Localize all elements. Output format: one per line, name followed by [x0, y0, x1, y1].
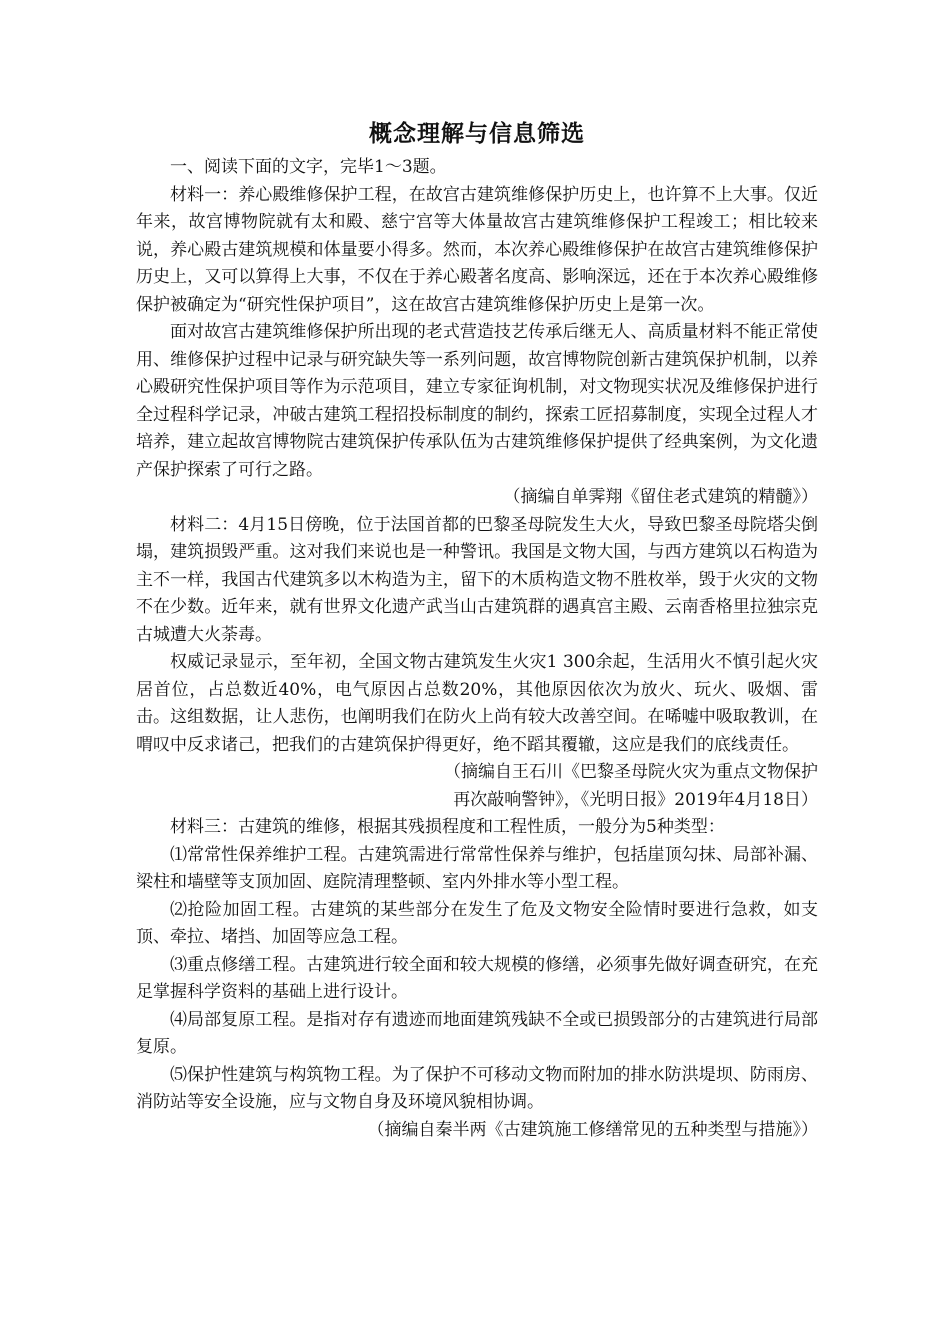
material2-source-line1: （摘编自王石川《巴黎圣母院火灾为重点文物保护: [444, 762, 818, 782]
page-title: 概念理解与信息筛选: [369, 121, 585, 147]
material2-paragraph-2: 权威记录显示，至年初，全国文物古建筑发生火灾1 300余起，生活用火不慎引起火灾居首位，占总数近40%，电气原因占总数20%，其他原因依次为放火、玩火、吸烟、雷击。这组数据，让人悲伤，也阐明我们在防火上尚有较大改善空间。在唏嘘中吸取教训，在喟叹中反求诸己，把我们的古建筑保护得更好，绝不蹈其覆辙，这应是我们的底线责任。: [136, 652, 818, 755]
material3-item-3: ⑶重点修缮工程。古建筑进行较全面和较大规模的修缮，必须事先做好调查研究，在充足掌握科学资料的基础上进行设计。: [136, 954, 818, 1002]
material1-source: （摘编自单霁翔《留住老式建筑的精髓》）: [503, 487, 818, 507]
material2-paragraph-1: 材料二：4月15日傍晚，位于法国首都的巴黎圣母院发生大火，导致巴黎圣母院塔尖倒塌，建筑损毁严重。这对我们来说也是一种警讯。我国是文物大国，与西方建筑以石构造为主不一样，我国古代建筑多以木构造为主，留下的木质构造文物不胜枚举，毁于火灾的文物不在少数。近年来，就有世界文化遗产武当山古建筑群的遇真宫主殿、云南香格里拉独宗克古城遭大火荼毒。: [136, 514, 818, 645]
material3-paragraph-1: 材料三：古建筑的维修，根据其残损程度和工程性质，一般分为5种类型：: [170, 817, 725, 837]
material1-paragraph-2: 面对故宫古建筑维修保护所出现的老式营造技艺传承后继无人、高质量材料不能正常使用、维修保护过程中记录与研究缺失等一系列问题，故宫博物院创新古建筑保护机制，以养心殿研究性保护项目等作为示范项目，建立专家征询机制，对文物现实状况及维修保护进行全过程科学记录，冲破古建筑工程招投标制度的制约，探索工匠招募制度，实现全过程人才培养，建立起故宫博物院古建筑保护传承队伍为古建筑维修保护提供了经典案例，为文化遗产保护探索了可行之路。: [136, 322, 818, 480]
material1-paragraph-1: 材料一：养心殿维修保护工程，在故宫古建筑维修保护历史上，也许算不上大事。仅近年来，故宫博物院就有太和殿、慈宁宫等大体量故宫古建筑维修保护工程竣工；相比较来说，养心殿古建筑规模和体量要小得多。然而，本次养心殿维修保护在故宫古建筑维修保护历史上，又可以算得上大事，不仅在于养心殿著名度高、影响深远，还在于本次养心殿维修保护被确定为“研究性保护项目”，这在故宫古建筑维修保护历史上是第一次。: [136, 184, 818, 315]
material3-item-5: ⑸保护性建筑与构筑物工程。为了保护不可移动文物而附加的排水防洪堤坝、防雨房、消防站等安全设施，应与文物自身及环境风貌相协调。: [136, 1064, 818, 1112]
material2-source-line2: 再次敲响警钟》，《光明日报》2019年4月18日）: [453, 789, 818, 810]
question-intro: 一、阅读下面的文字，完毕1～3题。: [170, 157, 447, 177]
material3-source: （摘编自秦半两《古建筑施工修缮常见的五种类型与措施》）: [367, 1119, 818, 1140]
material3-item-4: ⑷局部复原工程。是指对存有遗迹而地面建筑残缺不全或已损毁部分的古建筑进行局部复原。: [136, 1009, 818, 1057]
material3-item-1: ⑴常常性保养维护工程。古建筑需进行常常性保养与维护，包括崖顶勾抹、局部补漏、梁柱和墙壁等支顶加固、庭院清理整顿、室内外排水等小型工程。: [136, 844, 818, 892]
material3-item-2: ⑵抢险加固工程。古建筑的某些部分在发生了危及文物安全险情时要进行急救，如支顶、牵拉、堵挡、加固等应急工程。: [136, 899, 818, 947]
